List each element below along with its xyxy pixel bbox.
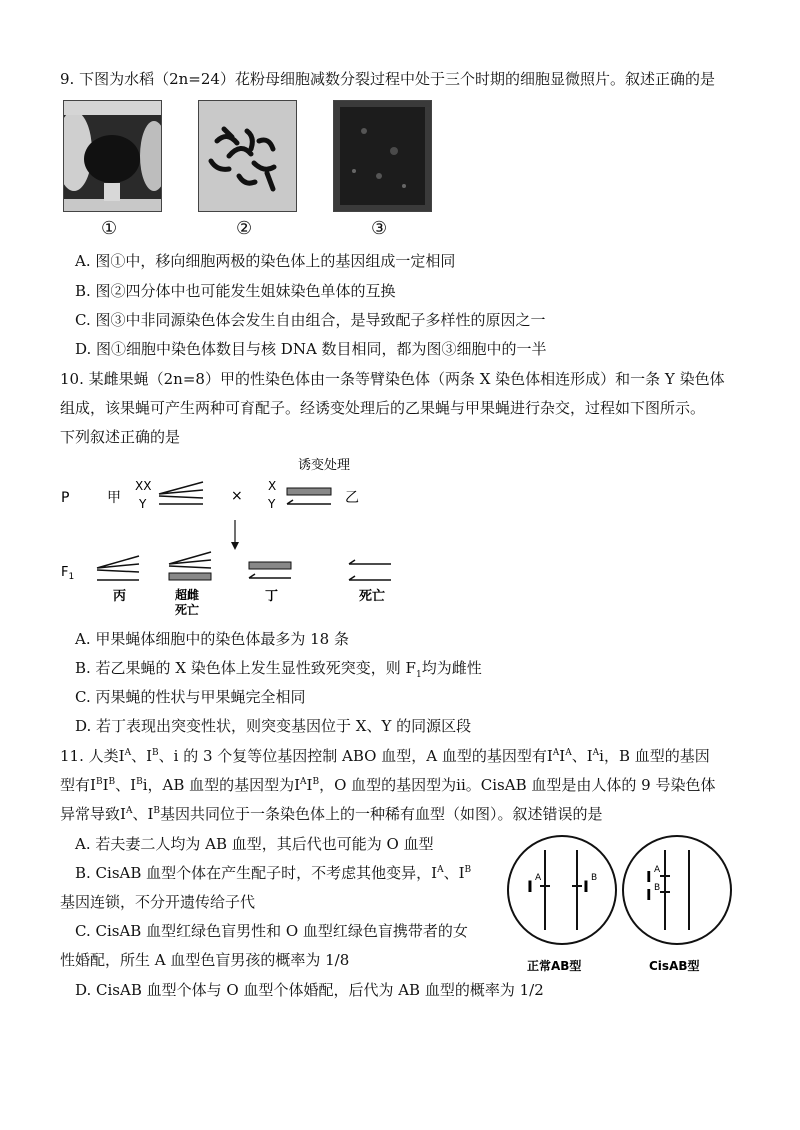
q9-option-d: D. 图①细胞中染色体数目与核 DNA 数目相同，都为图③细胞中的一半 [75, 340, 547, 358]
normal-label-b: B [591, 873, 598, 883]
cis-cell-circle [623, 836, 731, 944]
q11-option-c-2: 性婚配，所生 A 血型色盲男孩的概率为 1/8 [60, 951, 350, 969]
q11-option-b-1: B. CisAB 血型个体在产生配子时，不考虑其他变异，$I^A$、$I^B$ [75, 864, 472, 882]
q9-option-b: B. 图②四分体中也可能发生姐妹染色单体的互换 [75, 282, 396, 300]
cis-label-i-b: I [646, 886, 652, 904]
label-cross: × [231, 488, 243, 504]
cis-label-a: A [654, 865, 661, 875]
label-xx: XX [135, 479, 152, 493]
q9-photo-3 [333, 100, 432, 212]
label-bing: 丙 [113, 589, 127, 604]
q9-option-a: A. 图①中，移向细胞两极的染色体上的基因组成一定相同 [75, 252, 456, 270]
q10-stem-3: 下列叙述正确的是 [60, 428, 181, 446]
yi-x-chromosome-mutated [287, 488, 331, 495]
photo-2-art [199, 101, 296, 211]
q10-option-c: C. 丙果蝇的性状与甲果蝇完全相同 [75, 688, 306, 706]
normal-label-i-b: I [583, 877, 589, 896]
label-p: P [61, 490, 70, 506]
yi-y-chromosome [287, 500, 331, 504]
bing-chromosomes [97, 556, 139, 580]
label-yi-y: Y [268, 497, 276, 511]
label-yi: 乙 [345, 490, 359, 506]
chaoci-x-chromosome [169, 573, 211, 580]
jia-xx-chromosome [159, 482, 203, 498]
q10-stem-1: 10. 某雌果蝇（2n=8）甲的性染色体由一条等臂染色体（两条 X 染色体相连形成）和一条 Y 染色体 [60, 370, 725, 388]
label-jia: 甲 [107, 490, 121, 506]
q9-label-1: ① [101, 218, 118, 239]
yy-chromosomes [349, 560, 391, 580]
arrow-head [231, 542, 239, 550]
q11-option-c-1: C. CisAB 血型红绿色盲男性和 O 血型红绿色盲携带者的女 [75, 922, 468, 940]
q9-option-c: C. 图③中非同源染色体会发生自由组合，是导致配子多样性的原因之一 [75, 311, 546, 329]
normal-cell-circle [508, 836, 616, 944]
label-jia-y: Y [139, 497, 147, 511]
label-f1: $F_1$ [61, 565, 75, 582]
q11-option-b-2: 基因连锁，不分开遗传给子代 [60, 893, 256, 911]
normal-label-a: A [535, 873, 542, 883]
label-mutagen: 诱变处理 [298, 458, 351, 473]
photo-1-art [64, 101, 161, 211]
label-chaoci-death: 死亡 [175, 603, 200, 617]
photo-3-art [334, 101, 431, 211]
normal-caption: 正常AB型 [527, 959, 582, 973]
q11-option-d: D. CisAB 血型个体与 O 血型个体婚配，后代为 AB 血型的概率为 1/2 [75, 981, 544, 999]
q9-label-3: ③ [371, 218, 388, 239]
q10-option-a: A. 甲果蝇体细胞中的染色体最多为 18 条 [75, 630, 349, 648]
q10-stem-2: 组成，该果蝇可产生两种可育配子。经诱变处理后的乙果蝇与甲果蝇进行杂交，过程如下图所示。 [60, 399, 706, 417]
q9-stem: 9. 下图为水稻（2n=24）花粉母细胞减数分裂过程中处于三个时期的细胞显微照片。叙述正确的是 [60, 70, 715, 88]
q10-option-b: B. 若乙果蝇的 X 染色体上发生显性致死突变，则 $F_1$均为雌性 [75, 659, 482, 680]
q11-option-a: A. 若夫妻二人均为 AB 血型，其后代也可能为 O 血型 [75, 835, 434, 853]
q9-photo-1 [63, 100, 162, 212]
q10-option-d: D. 若丁表现出突变性状，则突变基因位于 X、Y 的同源区段 [75, 717, 472, 735]
q11-stem-2: 型有$I^BI^B$、$I^Bi$，AB 血型的基因型为$I^AI^B$，O 血型的基因型为ii。CisAB 血型是由人体的 9 号染色体 [60, 776, 716, 794]
ding-x-chromosome [249, 562, 291, 569]
cis-label-b: B [654, 883, 661, 893]
q9-label-2: ② [236, 218, 253, 239]
label-chaoci: 超雌 [175, 588, 200, 602]
ding-y-chromosome [249, 574, 291, 578]
label-death: 死亡 [359, 589, 386, 604]
normal-label-i-a: I [527, 877, 533, 896]
q10-cross-diagram [55, 452, 415, 622]
cis-caption: CisAB型 [649, 959, 700, 973]
q11-stem-1: 11. 人类$I^A$、$I^B$、i 的 3 个复等位基因控制 ABO 血型，A 血型的基因型有$I^AI^A$、$I^Ai$，B 血型的基因 [60, 747, 710, 765]
q11-stem-3: 异常导致$I^A$、$I^B$基因共同位于一条染色体上的一种稀有血型（如图）。叙述错误的是 [60, 805, 603, 823]
label-ding: 丁 [265, 589, 279, 604]
chaoci-xx-chromosome [169, 552, 211, 568]
q9-photo-2 [198, 100, 297, 212]
cis-label-i-a: I [646, 868, 652, 886]
label-yi-x: X [268, 479, 277, 493]
q11-cisab-figure [505, 830, 735, 978]
